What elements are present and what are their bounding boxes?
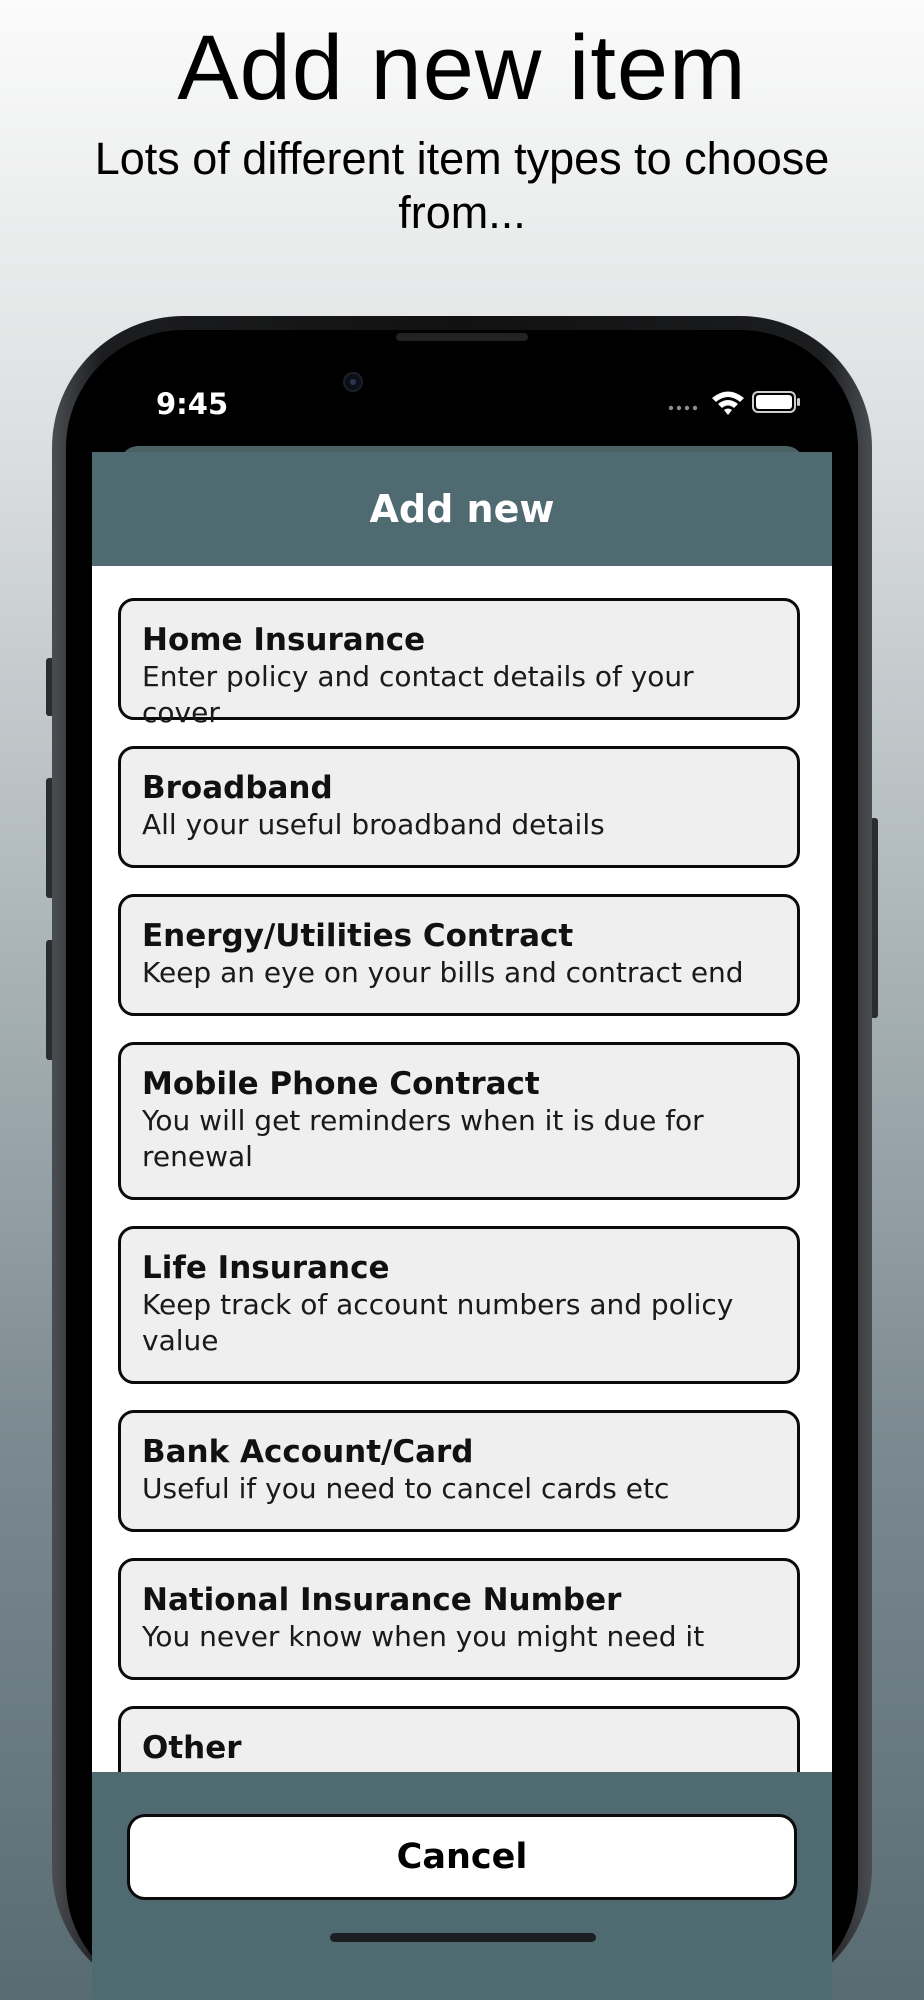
item-description: All your useful broadband details <box>142 808 605 841</box>
phone-speaker <box>396 333 528 341</box>
item-title: Life Insurance <box>142 1250 390 1286</box>
item-type-energy-utilities[interactable] <box>118 894 800 1016</box>
home-indicator[interactable] <box>330 1933 596 1942</box>
item-type-broadband[interactable] <box>118 746 800 868</box>
wifi-icon <box>710 388 746 416</box>
item-type-life-insurance[interactable] <box>118 1226 800 1384</box>
cancel-button[interactable]: Cancel <box>127 1814 797 1900</box>
item-type-national-insurance-number[interactable] <box>118 1558 800 1680</box>
item-type-other[interactable] <box>118 1706 800 1772</box>
item-type-mobile-phone-contract[interactable] <box>118 1042 800 1200</box>
item-description: Useful if you need to cancel cards etc <box>142 1472 670 1505</box>
item-title: Mobile Phone Contract <box>142 1066 540 1102</box>
item-title: National Insurance Number <box>142 1582 622 1618</box>
sheet-title: Add new <box>369 487 555 531</box>
item-type-bank-account-card[interactable] <box>118 1410 800 1532</box>
item-title: Energy/Utilities Contract <box>142 918 574 954</box>
cellular-signal-icon <box>668 402 700 412</box>
item-type-home-insurance[interactable] <box>118 598 800 729</box>
item-title: Broadband <box>142 770 333 806</box>
front-camera-icon <box>343 372 363 392</box>
item-title: Home Insurance <box>142 622 426 658</box>
item-description: Keep an eye on your bills and contract end <box>142 956 744 989</box>
promo-headline: Add new item <box>177 17 747 119</box>
item-type-list[interactable] <box>92 566 832 1772</box>
battery-icon <box>752 390 802 414</box>
item-description: You never know when you might need it <box>142 1620 705 1653</box>
item-title: Bank Account/Card <box>142 1434 474 1470</box>
promo-subheadline: Lots of different item types to choose from... <box>94 133 830 238</box>
add-new-sheet <box>92 452 832 2000</box>
item-title: Other <box>142 1730 242 1766</box>
item-description: You will get reminders when it is due for renewal <box>142 1104 704 1173</box>
status-time: 9:45 <box>156 387 229 421</box>
item-description: Enter policy and contact details of your cover <box>142 660 694 729</box>
item-description: Keep track of account numbers and policy value <box>142 1288 734 1357</box>
